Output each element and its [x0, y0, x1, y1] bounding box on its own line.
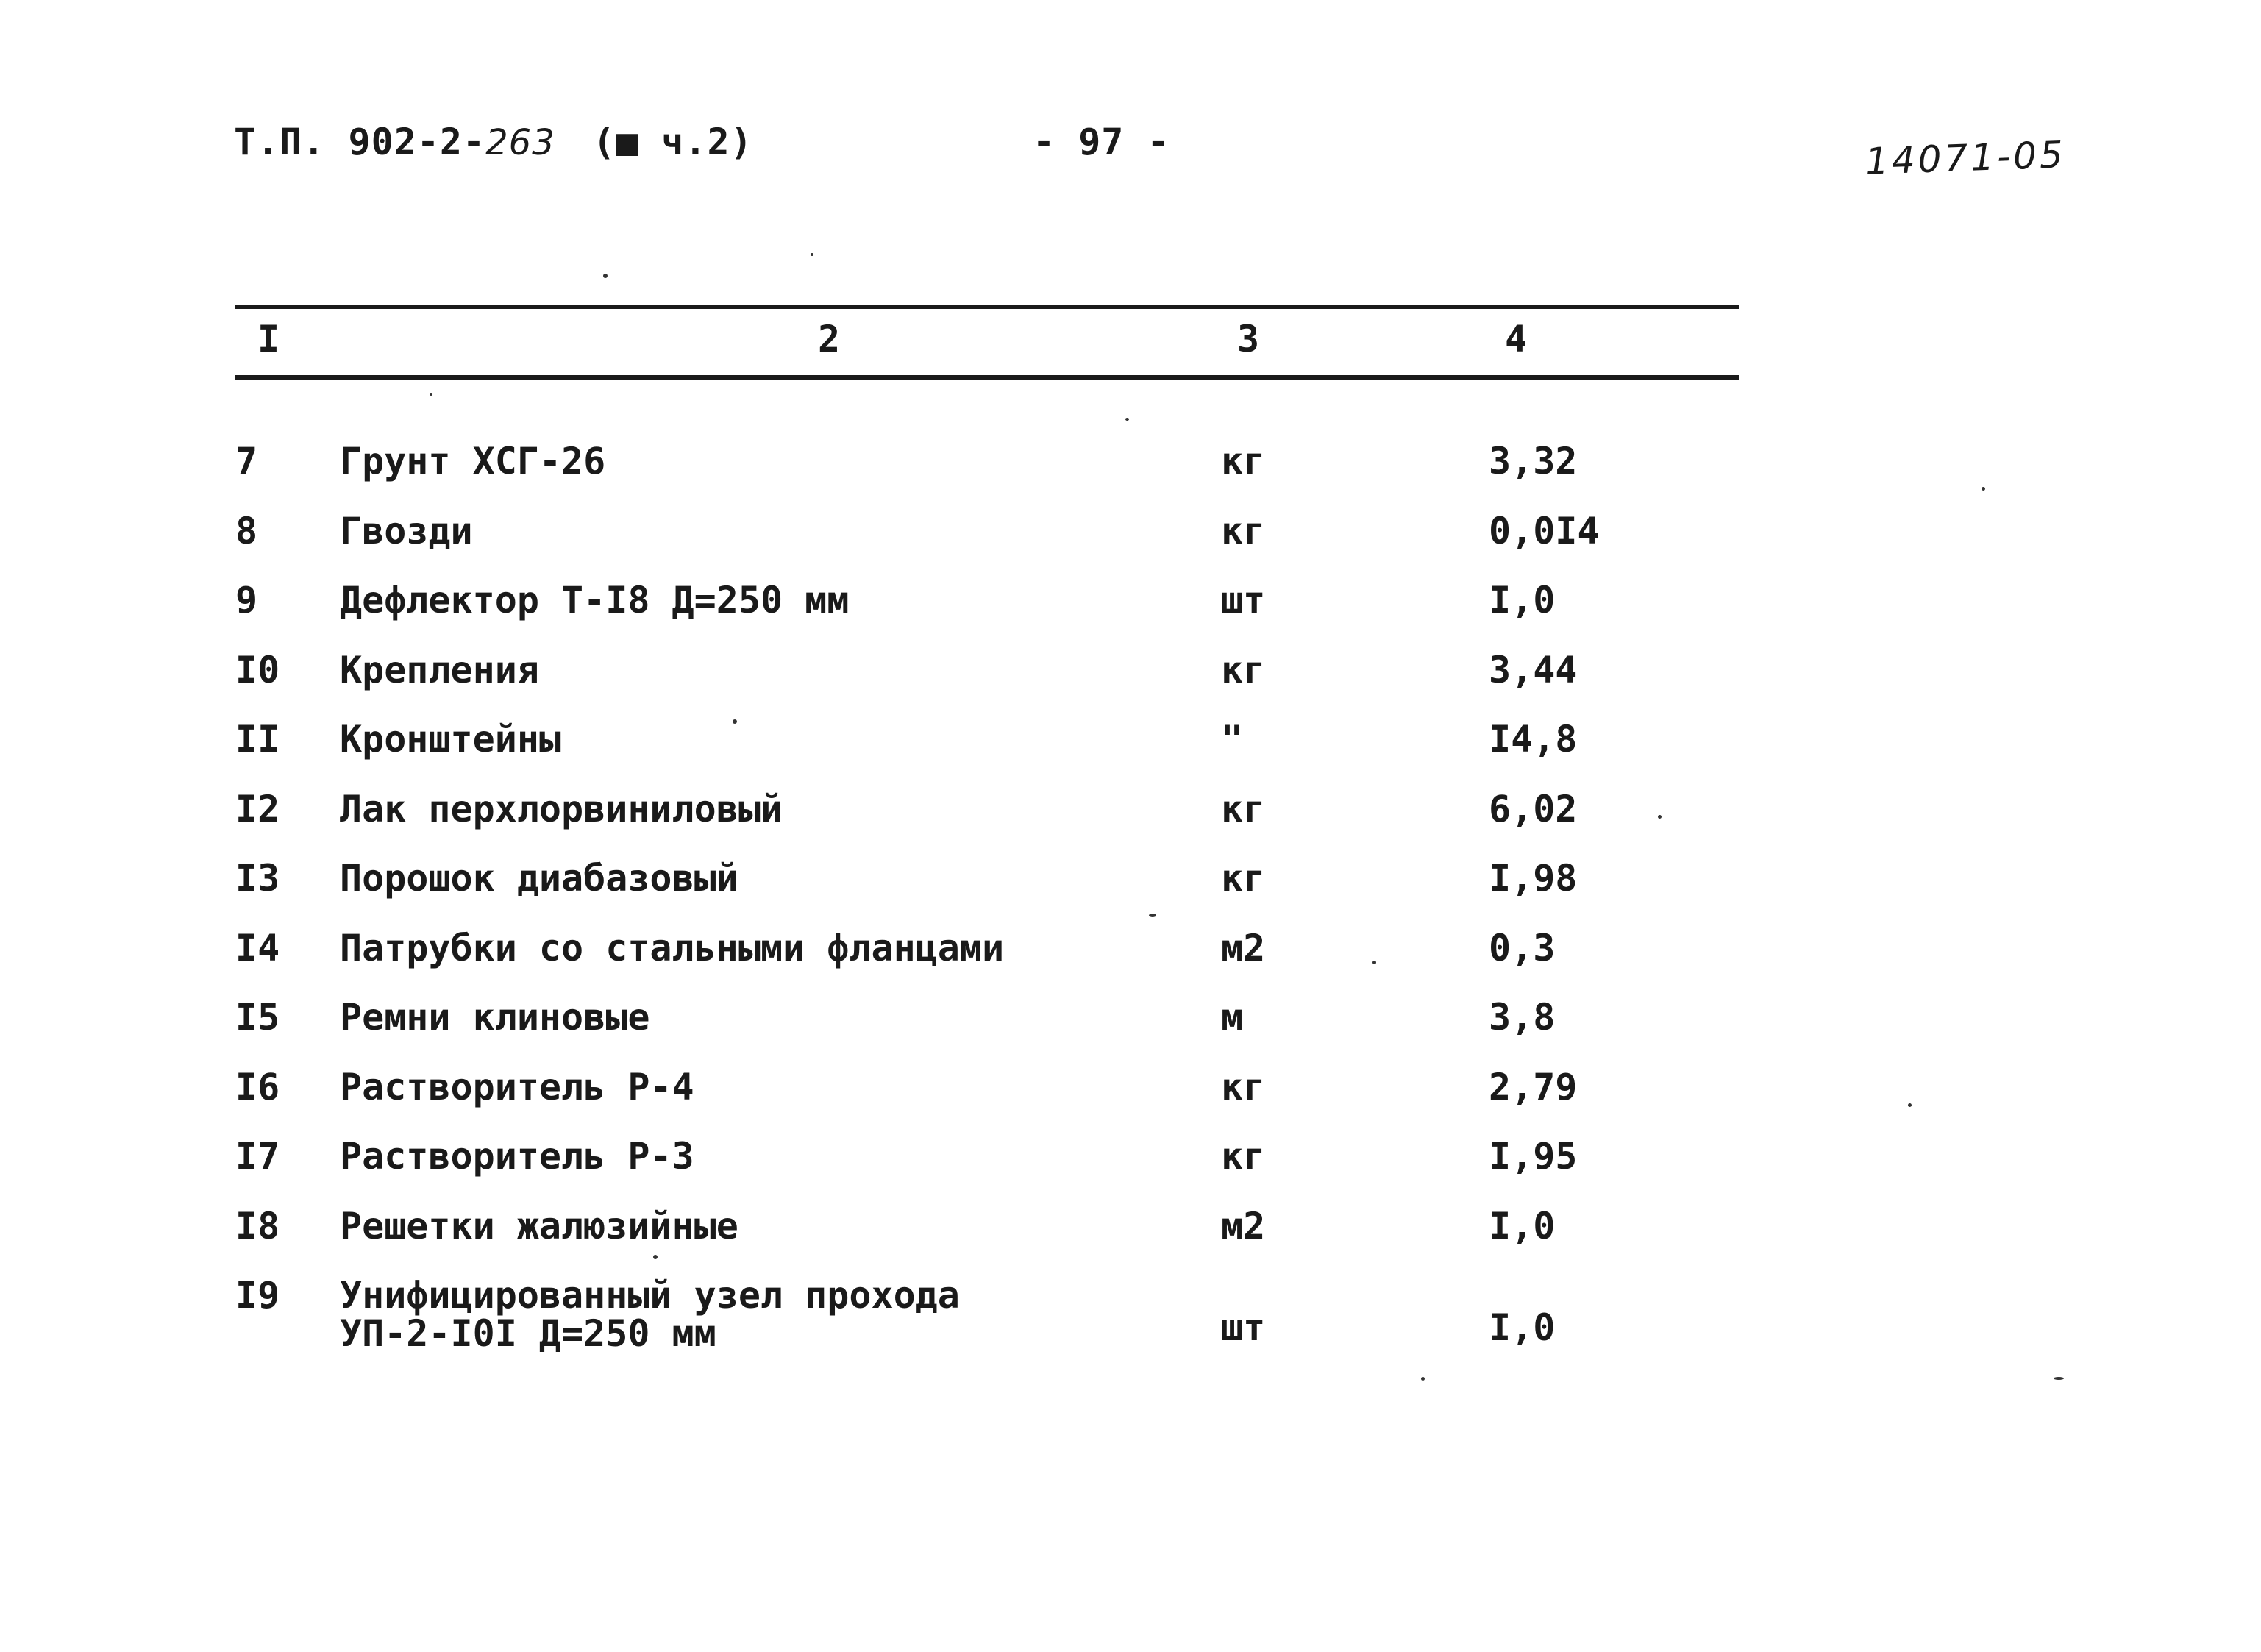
material-name: Дефлектор Т-I8 Д=250 мм: [340, 579, 850, 622]
scan-speck: [1149, 914, 1156, 917]
material-name: Гвозди: [340, 510, 473, 552]
column-header-2: 2: [818, 318, 841, 360]
handwritten-doc-number: 14071-05: [1865, 133, 2067, 183]
unit-of-measure: кг: [1221, 649, 1266, 691]
unit-of-measure: шт: [1221, 1306, 1266, 1349]
unit-of-measure: шт: [1221, 579, 1266, 622]
row-number: 9: [235, 579, 258, 622]
project-code-handwritten: 263: [485, 122, 555, 163]
column-divider: [1268, 309, 1270, 375]
quantity: I4,8: [1489, 718, 1578, 761]
row-number: I6: [235, 1066, 280, 1108]
quantity: 2,79: [1489, 1066, 1578, 1108]
unit-of-measure: кг: [1221, 1066, 1266, 1108]
unit-of-measure: кг: [1221, 1135, 1266, 1178]
material-name: Решетки жалюзийные: [340, 1205, 738, 1247]
quantity: 6,02: [1489, 788, 1578, 830]
material-name: Ремни клиновые: [340, 996, 650, 1039]
column-divider: [1194, 309, 1197, 375]
row-number: II: [235, 718, 280, 761]
quantity: I,95: [1489, 1135, 1578, 1178]
material-name: Растворитель Р-3: [340, 1135, 694, 1178]
scan-speck: [1421, 1377, 1425, 1381]
row-number: I7: [235, 1135, 280, 1178]
quantity: 0,3: [1489, 927, 1556, 969]
scan-speck: [733, 719, 737, 724]
material-name: [340, 1274, 960, 1355]
material-name: Кронштейны: [340, 718, 562, 761]
quantity: 3,8: [1489, 996, 1556, 1039]
project-code-prefix: Т.П. 902-2-: [234, 121, 486, 163]
scan-speck: [653, 1255, 658, 1259]
row-number: I5: [235, 996, 280, 1039]
column-divider: [318, 309, 320, 375]
scan-speck: [430, 393, 432, 396]
volume-part: (■ ч.2): [593, 121, 753, 163]
unit-of-measure: м: [1221, 996, 1244, 1039]
quantity: 3,44: [1489, 649, 1578, 691]
row-number: I0: [235, 649, 280, 691]
material-name: Патрубки со стальными фланцами: [340, 927, 1005, 969]
unit-of-measure: м2: [1221, 927, 1266, 969]
page-number: - 97 -: [1033, 121, 1170, 163]
row-number: I3: [235, 857, 280, 900]
material-name: Порошок диабазовый: [340, 857, 738, 900]
row-number: I4: [235, 927, 280, 969]
scan-speck: [1125, 418, 1129, 421]
row-number: I2: [235, 788, 280, 830]
column-header-1: I: [257, 318, 280, 360]
row-number: 8: [235, 510, 258, 552]
row-number: 7: [235, 440, 258, 483]
quantity: I,0: [1489, 1306, 1556, 1349]
row-number: I9: [235, 1274, 280, 1317]
material-name-line-1: Унифицированный узел прохода: [340, 1274, 960, 1317]
quantity: 3,32: [1489, 440, 1578, 483]
column-header-3: 3: [1237, 318, 1260, 360]
column-header-4: 4: [1505, 318, 1528, 360]
scan-speck: [1658, 815, 1662, 819]
quantity: I,0: [1489, 1205, 1556, 1247]
material-name: Крепления: [340, 649, 539, 691]
row-number: I8: [235, 1205, 280, 1247]
unit-of-measure: кг: [1221, 788, 1266, 830]
scan-speck: [1372, 961, 1376, 964]
material-name-line-2: УП-2-I0I Д=250 мм: [340, 1312, 716, 1355]
project-code: [234, 121, 555, 163]
table-top-rule: [235, 305, 1739, 309]
scan-speck: [1908, 1103, 1912, 1107]
quantity: I,0: [1489, 579, 1556, 622]
scan-speck: [603, 274, 608, 278]
material-name: Грунт ХСГ-26: [340, 440, 606, 483]
material-name: Лак перхлорвиниловый: [340, 788, 783, 830]
quantity: I,98: [1489, 857, 1578, 900]
scan-speck: [811, 253, 813, 256]
table-header-rule: [235, 375, 1739, 380]
scan-speck: [1982, 487, 1985, 491]
scan-speck: [2054, 1377, 2064, 1380]
unit-of-measure: кг: [1221, 857, 1266, 900]
unit-of-measure: кг: [1221, 440, 1266, 483]
unit-of-measure: кг: [1221, 510, 1266, 552]
quantity: 0,0I4: [1489, 510, 1600, 552]
material-name: Растворитель Р-4: [340, 1066, 694, 1108]
unit-of-measure: м2: [1221, 1205, 1266, 1247]
unit-of-measure: ": [1221, 718, 1244, 761]
